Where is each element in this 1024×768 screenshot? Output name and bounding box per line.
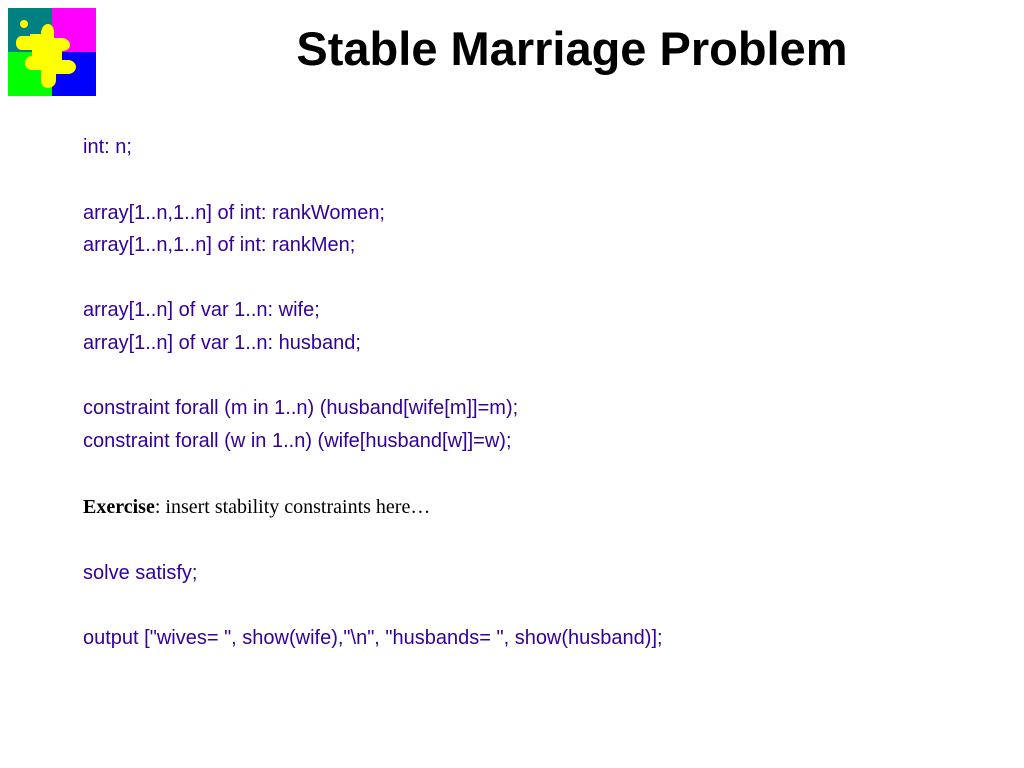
code-line-int-n: int: n; (83, 136, 132, 158)
code-line-constraint-wife: constraint forall (w in 1..n) (wife[husband[w]]=w); (83, 430, 512, 452)
code-line-rank-women: array[1..n,1..n] of int: rankWomen; (83, 202, 385, 224)
exercise-text: : insert stability constraints here… (154, 496, 431, 518)
exercise-line (83, 495, 430, 519)
code-line-wife: array[1..n] of var 1..n: wife; (83, 299, 320, 321)
slide-title: Stable Marriage Problem (296, 22, 848, 75)
code-line-solve: solve satisfy; (83, 562, 198, 584)
exercise-label: Exercise (83, 496, 155, 518)
code-line-husband: array[1..n] of var 1..n: husband; (83, 332, 361, 354)
code-line-rank-men: array[1..n,1..n] of int: rankMen; (83, 234, 356, 256)
code-line-output: output ["wives= ", show(wife),"\n", "husbands= ", show(husband)]; (83, 627, 663, 649)
code-line-constraint-husband: constraint forall (m in 1..n) (husband[wife[m]]=m); (83, 397, 519, 419)
